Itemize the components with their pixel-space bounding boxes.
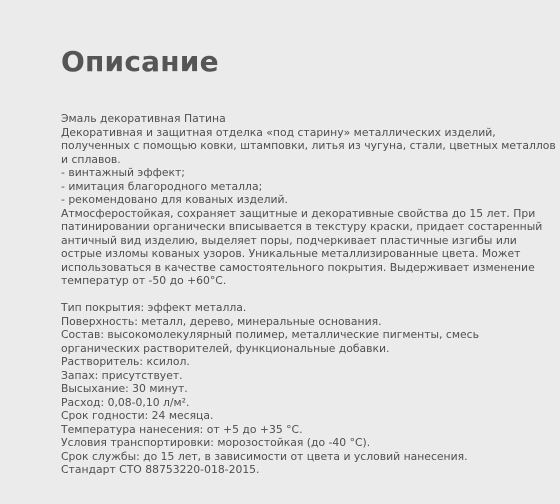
description-line: Атмосферостойкая, сохраняет защитные и декоративные свойства до 15 лет. При <box>61 206 536 220</box>
description-line: Декоративная и защитная отделка «под старину» металлических изделий, <box>61 125 496 139</box>
description-line: температур от -50 до +60°С. <box>61 274 227 287</box>
spec-line: Тип покрытия: эффект металла. <box>61 301 247 314</box>
spec-line: Состав: высокомолекулярный полимер, металлические пигменты, смесь <box>61 328 479 341</box>
spec-line: Растворитель: ксилол. <box>61 355 190 368</box>
spec-line: Расход: 0,08-0,10 л/м². <box>61 395 190 409</box>
feature-item: - рекомендовано для кованых изделий. <box>61 193 288 206</box>
spec-line: Поверхность: металл, дерево, минеральные основания. <box>61 314 382 328</box>
description-content <box>61 112 556 477</box>
description-line: и сплавов. <box>61 152 121 166</box>
spec-line: органических растворителей, функциональные добавки. <box>61 341 390 355</box>
description-line: Эмаль декоративная Патина <box>61 112 226 125</box>
section-title: Описание <box>61 45 219 78</box>
spec-line: Срок годности: 24 месяца. <box>61 409 214 422</box>
description-line: полученных с помощью ковки, штамповки, литья из чугуна, стали, цветных металлов <box>61 139 556 152</box>
paragraph-spacer <box>61 288 551 302</box>
feature-item: - имитация благородного металла; <box>61 179 263 193</box>
spec-line: Высыхание: 30 минут. <box>61 382 188 395</box>
spec-line: Срок службы: до 15 лет, в зависимости от цвета и условий нанесения. <box>61 449 468 463</box>
spec-line: Условия транспортировки: морозостойкая (до -40 °С). <box>61 436 371 449</box>
description-line: античный вид изделию, выделяет поры, подчеркивает пластичные изгибы или <box>61 233 517 247</box>
spec-line: Стандарт СТО 88753220-018-2015. <box>61 463 260 476</box>
feature-item: - винтажный эффект; <box>61 166 185 179</box>
description-block <box>61 112 556 288</box>
description-line: острые изломы кованых узоров. Уникальные металлизированные цвета. Может <box>61 247 521 260</box>
spec-line: Запах: присутствует. <box>61 368 183 382</box>
specifications-block <box>61 301 551 477</box>
description-line: использоваться в качестве самостоятельного покрытия. Выдерживает изменение <box>61 260 535 274</box>
description-line: патинировании органически вписывается в текстуру краски, придает состаренный <box>61 220 543 233</box>
spec-line: Температура нанесения: от +5 до +35 °С. <box>61 422 303 436</box>
